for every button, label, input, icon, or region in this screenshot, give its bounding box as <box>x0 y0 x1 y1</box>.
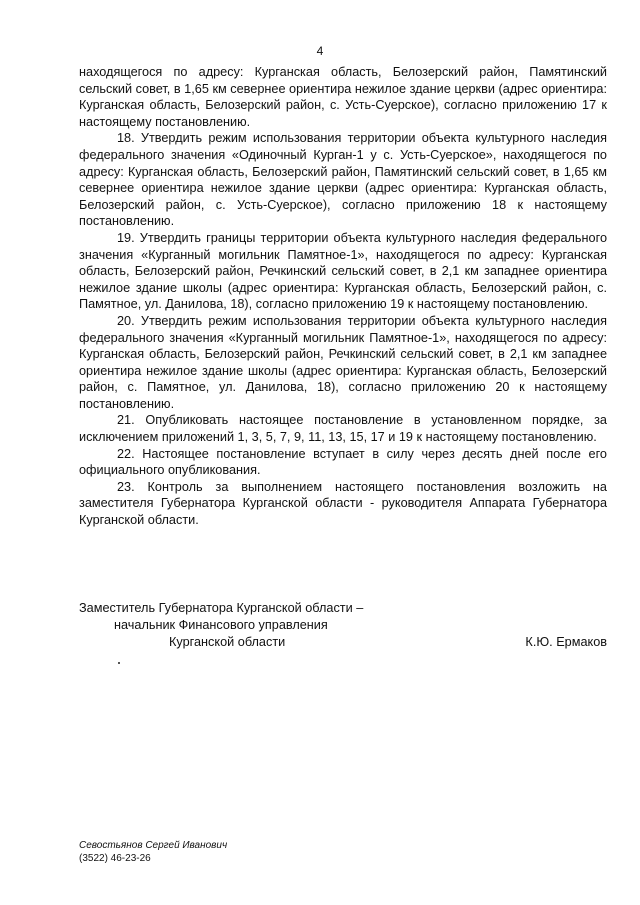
paragraph-item-21: 21. Опубликовать настоящее постановление в установленном порядке, за исключением приложений 1, 3, 5, 7, 9, 11, 13, 15, 17 и 19 к настоящему постановлению. <box>79 413 607 445</box>
paragraph-item-22: 22. Настоящее постановление вступает в силу через десять дней после его официального опубликования. <box>79 446 607 478</box>
signatory-name: К.Ю. Ермаков <box>525 635 607 649</box>
executor-name: Севостьянов Сергей Иванович <box>79 840 228 851</box>
paragraph-item-20: 20. Утвердить режим использования территории объекта культурного наследия федерального значения «Курганный могильник Памятное-1», находящегося по адресу: Курганская область, Белозерский район, Речкинский сельский совет, в 2,1 км западнее ориентира нежилое здание школы (адрес ориентира: Курганская область, Белозерский район, с. Памятное, ул. Данилова, 18), согласно приложению 20 к настоящему постановлению. <box>79 313 607 411</box>
paragraph-continuation: находящегося по адресу: Курганская область, Белозерский район, Памятинский сельский совет, в 1,65 км севернее ориентира нежилое здание церкви (адрес ориентира: Курганская область, Белозерский район, с. Усть-Суерское), согласно приложению 17 к настоящему постановлению. <box>79 65 607 129</box>
document-body <box>79 64 607 529</box>
page-number: 4 <box>316 44 324 58</box>
signatory-title-line-2: начальник Финансового управления <box>114 618 328 632</box>
signatory-title-line-3: Курганской области <box>169 635 286 649</box>
scan-speck <box>118 662 120 664</box>
executor-footer <box>79 839 227 865</box>
signature-block <box>79 600 607 651</box>
executor-phone: (3522) 46-23-26 <box>79 853 151 864</box>
paragraph-item-19: 19. Утвердить границы территории объекта культурного наследия федерального значения «Курганный могильник Памятное-1», находящегося по адресу: Курганская область, Белозерский район, Речкинский сельский совет, в 2,1 км западнее ориентира нежилое здание школы (адрес ориентира: Курганская область, Белозерский район, с. Памятное, ул. Данилова, 18), согласно приложению 19 к настоящему постановлению. <box>79 230 607 312</box>
signatory-title-line-1: Заместитель Губернатора Курганской области – <box>79 601 364 615</box>
paragraph-item-23: 23. Контроль за выполнением настоящего постановления возложить на заместителя Губернатора Курганской области - руководителя Аппарата Губернатора Курганской области. <box>79 479 607 528</box>
paragraph-item-18: 18. Утвердить режим использования территории объекта культурного наследия федерального значения «Одиночный Курган-1 у с. Усть-Суерское», находящегося по адресу: Курганская область, Белозерский район, Памятинский сельский совет, в 1,65 км севернее ориентира нежилое здание церкви (адрес ориентира: Курганская область, Белозерский район, с. Усть-Суерское), согласно приложению 18 к настоящему постановлению. <box>79 131 607 229</box>
